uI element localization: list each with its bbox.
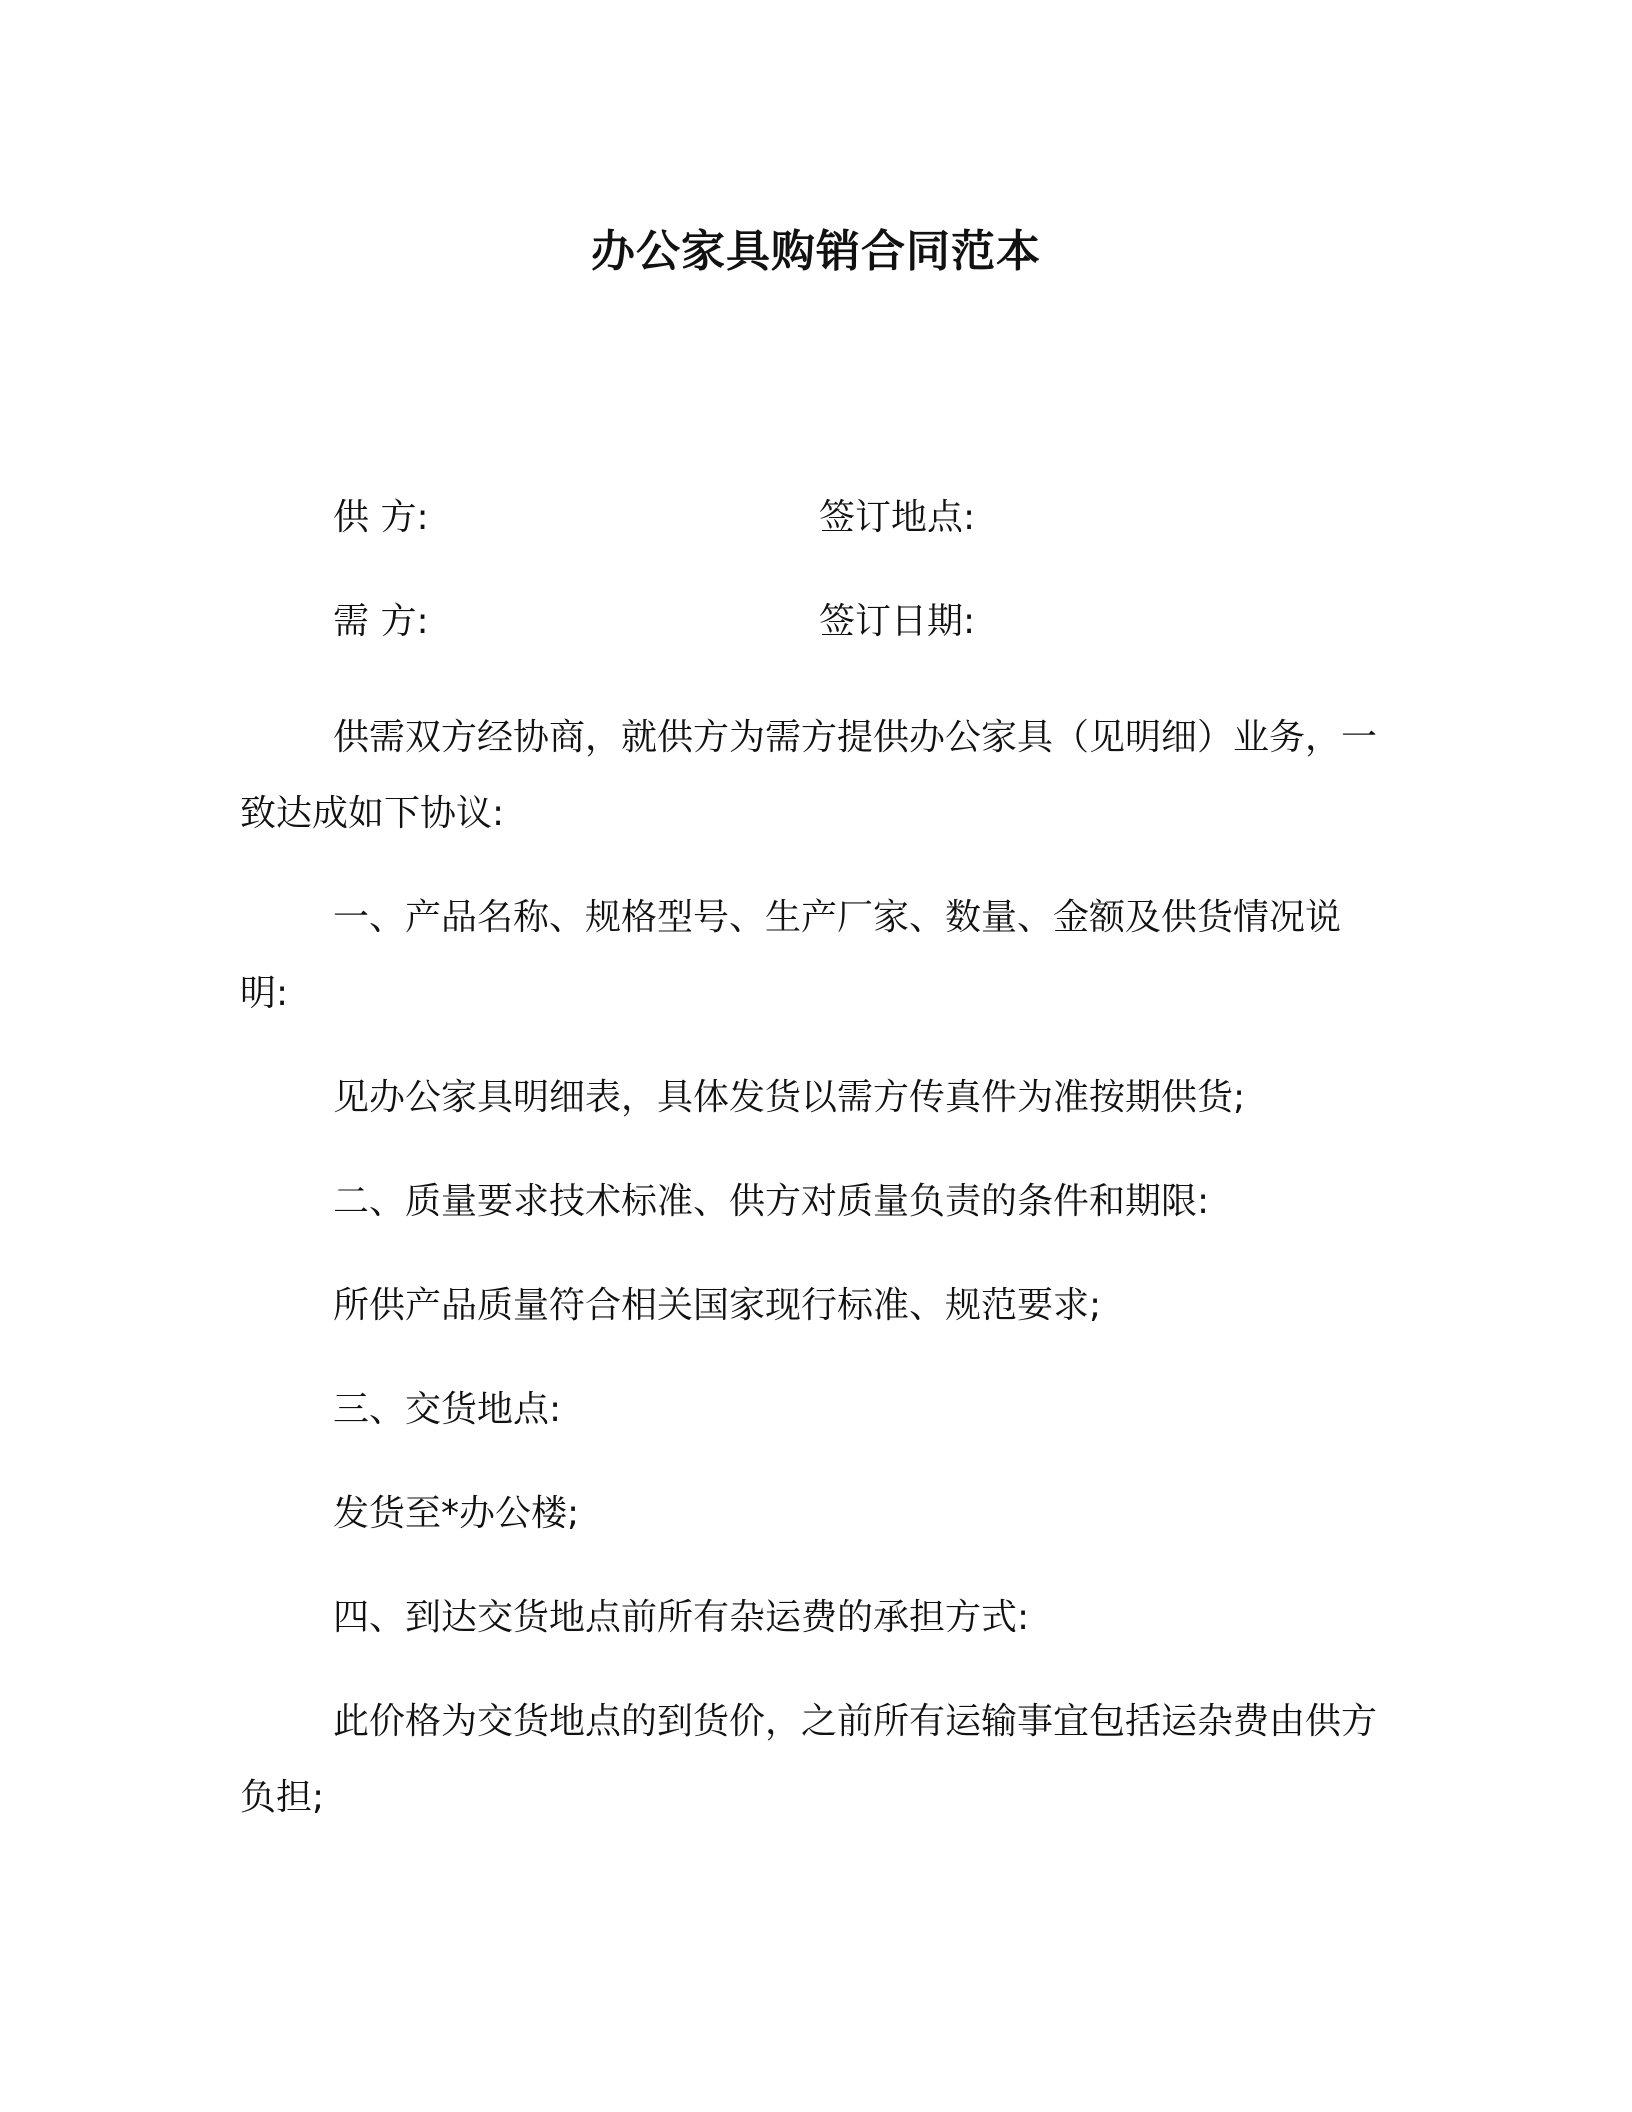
section-heading-1: 一、产品名称、规格型号、生产厂家、数量、金额及供货情况说明: [240,897,1342,1014]
section-body-1: 见办公家具明细表，具体发货以需方传真件为准按期供货; [333,1077,1246,1118]
meta-row-buyer [333,596,1373,648]
section-heading-3: 三、交货地点: [333,1389,562,1430]
meta-row-supplier [333,492,1373,544]
buyer-label: 需 方: [333,601,429,642]
sign-place-label: 签订地点: [819,497,976,538]
section-heading-2: 二、质量要求技术标准、供方对质量负责的条件和期限: [333,1181,1210,1222]
sign-date-label: 签订日期: [819,601,976,642]
supplier-label: 供 方: [333,497,429,538]
section-heading-4: 四、到达交货地点前所有杂运费的承担方式: [333,1597,1030,1638]
contract-body [240,700,1380,1864]
document-title: 办公家具购销合同范本 [591,226,1041,277]
paragraph-intro: 供需双方经协商，就供方为需方提供办公家具（见明细）业务，一致达成如下协议: [240,717,1378,834]
section-body-2: 所供产品质量符合相关国家现行标准、规范要求; [333,1285,1102,1326]
section-body-3: 发货至*办公楼; [333,1493,580,1534]
section-body-4: 此价格为交货地点的到货价，之前所有运输事宜包括运杂费由供方负担; [240,1701,1378,1818]
